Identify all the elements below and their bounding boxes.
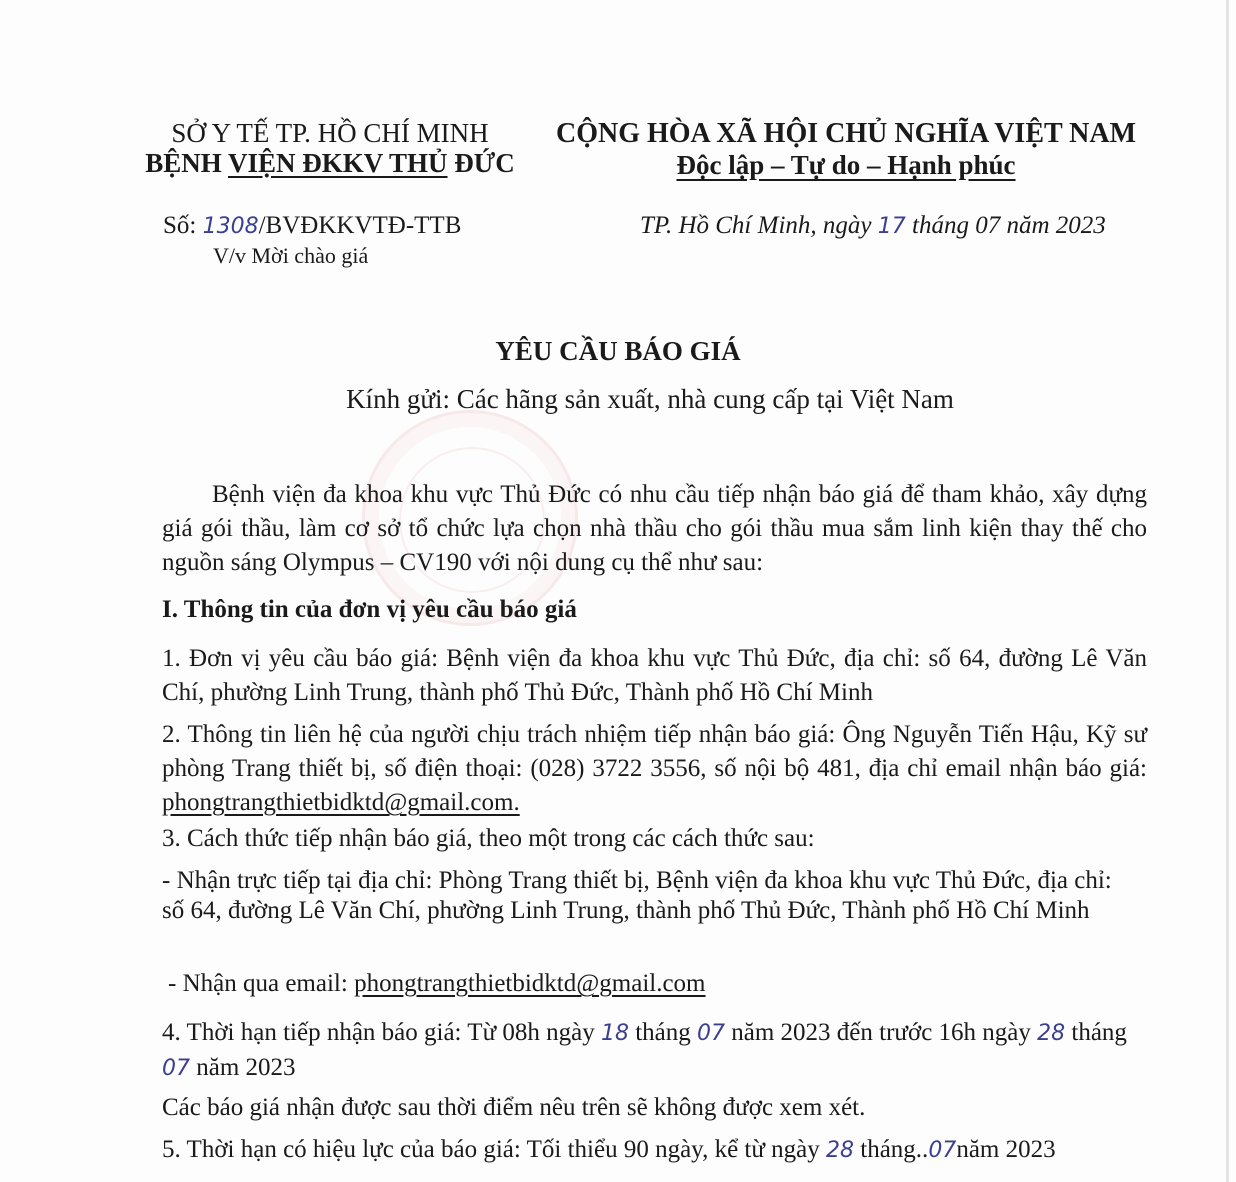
hospital-name-suffix: ĐỨC	[447, 148, 515, 178]
hospital-name-underlined: VIỆN ĐKKV THỦ	[227, 148, 448, 178]
document-number	[163, 212, 461, 240]
item-4-paragraph	[162, 1016, 1147, 1086]
item-4-t5: năm 2023	[190, 1054, 296, 1081]
item-4-t4: tháng	[1065, 1019, 1127, 1046]
date-prefix: TP. Hồ Chí Minh, ngày	[640, 212, 878, 239]
item-5-t1: 5. Thời hạn có hiệu lực của báo giá: Tối thiểu 90 ngày, kể từ ngày	[162, 1136, 827, 1163]
late-quote-note: Các báo giá nhận được sau thời điểm nêu trên sẽ không được xem xét.	[162, 1094, 866, 1121]
item-4-t3: năm 2023 đến trước 16h ngày	[725, 1019, 1038, 1046]
page-edge	[1226, 0, 1229, 1182]
document-number-label: Số:	[163, 212, 203, 239]
item-2-text: 2. Thông tin liên hệ của người chịu trách nhiệm tiếp nhận báo giá: Ông Nguyễn Tiến Hậu, Kỹ sư phòng Trang thiết bị, số điện thoại: (028) 3722 3556, số nội bộ 481, địa chỉ email nhận báo giá:	[162, 721, 1147, 782]
item-1-paragraph: 1. Đơn vị yêu cầu báo giá: Bệnh viện đa khoa khu vực Thủ Đức, địa chỉ: số 64, đường Lê Văn Chí, phường Linh Trung, thành phố Thủ Đức, Thành phố Hồ Chí Minh	[162, 645, 1147, 706]
item-5-t3: năm 2023	[956, 1136, 1056, 1163]
item-2-paragraph	[162, 718, 1147, 820]
item-3-paragraph: 3. Cách thức tiếp nhận báo giá, theo một trong các cách thức sau:	[162, 825, 815, 852]
document-number-suffix: /BVĐKKVTĐ-TTB	[258, 212, 462, 239]
hospital-name	[130, 148, 530, 179]
section-1-heading: I. Thông tin của đơn vị yêu cầu báo giá	[162, 596, 577, 623]
item-4-start-month-handwritten: 07	[697, 1021, 726, 1046]
recipient-line: Kính gửi: Các hãng sản xuất, nhà cung cấp tại Việt Nam	[346, 384, 954, 414]
date-suffix: tháng 07 năm 2023	[905, 212, 1106, 239]
intro-paragraph: Bệnh viện đa khoa khu vực Thủ Đức có nhu cầu tiếp nhận báo giá để tham khảo, xây dựng giá gói thầu, làm cơ sở tổ chức lựa chọn nhà thầu cho gói thầu mua sắm linh kiện thay thế cho nguồn sáng Olympus – CV190 với nội dung cụ thể như sau:	[162, 481, 1147, 576]
agency-name: SỞ Y TẾ TP. HỒ CHÍ MINH	[171, 118, 489, 148]
item-3b-email-link[interactable]: phongtrangthietbidktd@gmail.com	[354, 970, 706, 997]
item-4-start-day-handwritten: 18	[600, 1021, 629, 1046]
item-2-email-link[interactable]: phongtrangthietbidktd@gmail.com.	[162, 789, 520, 816]
national-motto-text: Độc lập – Tự do – Hạnh phúc	[676, 150, 1016, 180]
national-motto	[556, 150, 1136, 181]
item-5-t2: tháng..	[854, 1136, 929, 1163]
document-subject: V/v Mời chào giá	[213, 243, 369, 268]
item-5-paragraph	[162, 1136, 1056, 1164]
item-4-t2: tháng	[628, 1019, 698, 1046]
date-day-handwritten: 17	[877, 214, 906, 239]
document-number-handwritten: 1308	[202, 214, 259, 239]
nation-title: CỘNG HÒA XÃ HỘI CHỦ NGHĨA VIỆT NAM	[556, 118, 1137, 149]
item-3a-paragraph: - Nhận trực tiếp tại địa chỉ: Phòng Trang thiết bị, Bệnh viện đa khoa khu vực Thủ Đức, địa chỉ: số 64, đường Lê Văn Chí, phường Linh Trung, thành phố Thủ Đức, Thành phố Hồ Chí Minh	[162, 867, 1112, 924]
hospital-name-prefix: BỆNH	[145, 148, 228, 178]
item-4-end-month-handwritten: 07	[162, 1056, 190, 1081]
document-date	[640, 212, 1106, 240]
item-4-end-day-handwritten: 28	[1037, 1021, 1066, 1046]
item-3b-text: - Nhận qua email:	[168, 970, 355, 997]
item-5-day-handwritten: 28	[826, 1138, 855, 1163]
item-3b-paragraph	[168, 970, 706, 998]
item-4-t1: 4. Thời hạn tiếp nhận báo giá: Từ 08h ngày	[162, 1019, 601, 1046]
item-5-month-handwritten: 07	[928, 1138, 957, 1163]
document-title: YÊU CẦU BÁO GIÁ	[495, 336, 741, 366]
